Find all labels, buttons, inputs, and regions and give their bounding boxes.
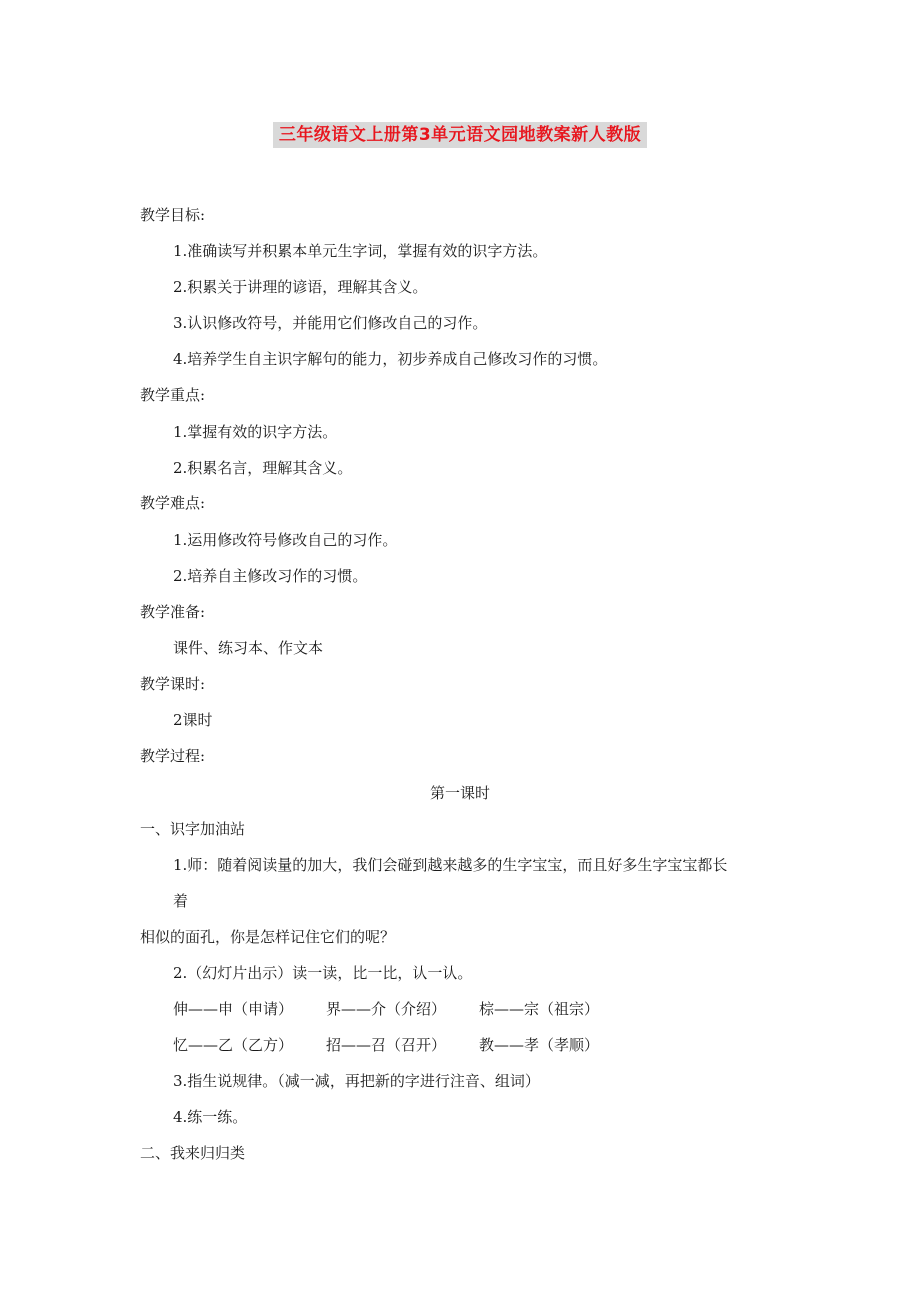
lesson-title: 第一课时 xyxy=(429,784,490,802)
char-pair: 伸——申（申请） xyxy=(173,1000,294,1018)
preparation-text: 课件、练习本、作文本 xyxy=(173,639,324,657)
key-points-heading: 教学重点: xyxy=(140,386,206,404)
char-pair: 忆——乙（乙方） xyxy=(173,1036,294,1054)
char-pair: 棕——宗（祖宗） xyxy=(479,1000,600,1018)
char-pairs-row-2 xyxy=(173,1034,599,1056)
objectives-heading: 教学目标: xyxy=(140,206,206,224)
char-pairs-row-1 xyxy=(173,998,599,1020)
section1-item1-line1: 1.师：随着阅读量的加大，我们会碰到越来越多的生字宝宝，而且好多生字宝宝都长 xyxy=(173,856,728,874)
section1-heading: 一、识字加油站 xyxy=(140,820,246,838)
objective-item: 2.积累关于讲理的谚语，理解其含义。 xyxy=(173,278,428,296)
difficulty-item: 2.培养自主修改习作的习惯。 xyxy=(173,567,368,585)
section1-item1-line3: 相似的面孔，你是怎样记住它们的呢？ xyxy=(140,928,396,946)
section1-item1-line2: 着 xyxy=(173,892,189,910)
objective-item: 4.培养学生自主识字解句的能力，初步养成自己修改习作的习惯。 xyxy=(173,350,608,368)
difficulties-heading: 教学难点: xyxy=(140,494,206,512)
section2-heading: 二、我来归归类 xyxy=(140,1144,246,1162)
key-point-item: 1.掌握有效的识字方法。 xyxy=(173,423,338,441)
char-pair: 界——介（介绍） xyxy=(326,1000,447,1018)
document-title: 三年级语文上册第3单元语文园地教案新人教版 xyxy=(273,122,647,148)
process-heading: 教学过程: xyxy=(140,747,206,765)
section1-item4: 4.练一练。 xyxy=(173,1108,248,1126)
preparation-heading: 教学准备: xyxy=(140,603,206,621)
section1-item3: 3.指生说规律。（减一减，再把新的字进行注音、组词） xyxy=(173,1072,540,1090)
objective-item: 1.准确读写并积累本单元生字词，掌握有效的识字方法。 xyxy=(173,242,548,260)
key-point-item: 2.积累名言，理解其含义。 xyxy=(173,459,353,477)
section1-item2: 2.（幻灯片出示）读一读，比一比，认一认。 xyxy=(173,964,473,982)
title-container xyxy=(0,122,920,148)
char-pair: 招——召（召开） xyxy=(326,1036,447,1054)
hours-text: 2课时 xyxy=(173,711,213,729)
difficulty-item: 1.运用修改符号修改自己的习作。 xyxy=(173,531,398,549)
hours-heading: 教学课时: xyxy=(140,675,206,693)
objective-item: 3.认识修改符号，并能用它们修改自己的习作。 xyxy=(173,314,488,332)
char-pair: 教——孝（孝顺） xyxy=(479,1036,600,1054)
